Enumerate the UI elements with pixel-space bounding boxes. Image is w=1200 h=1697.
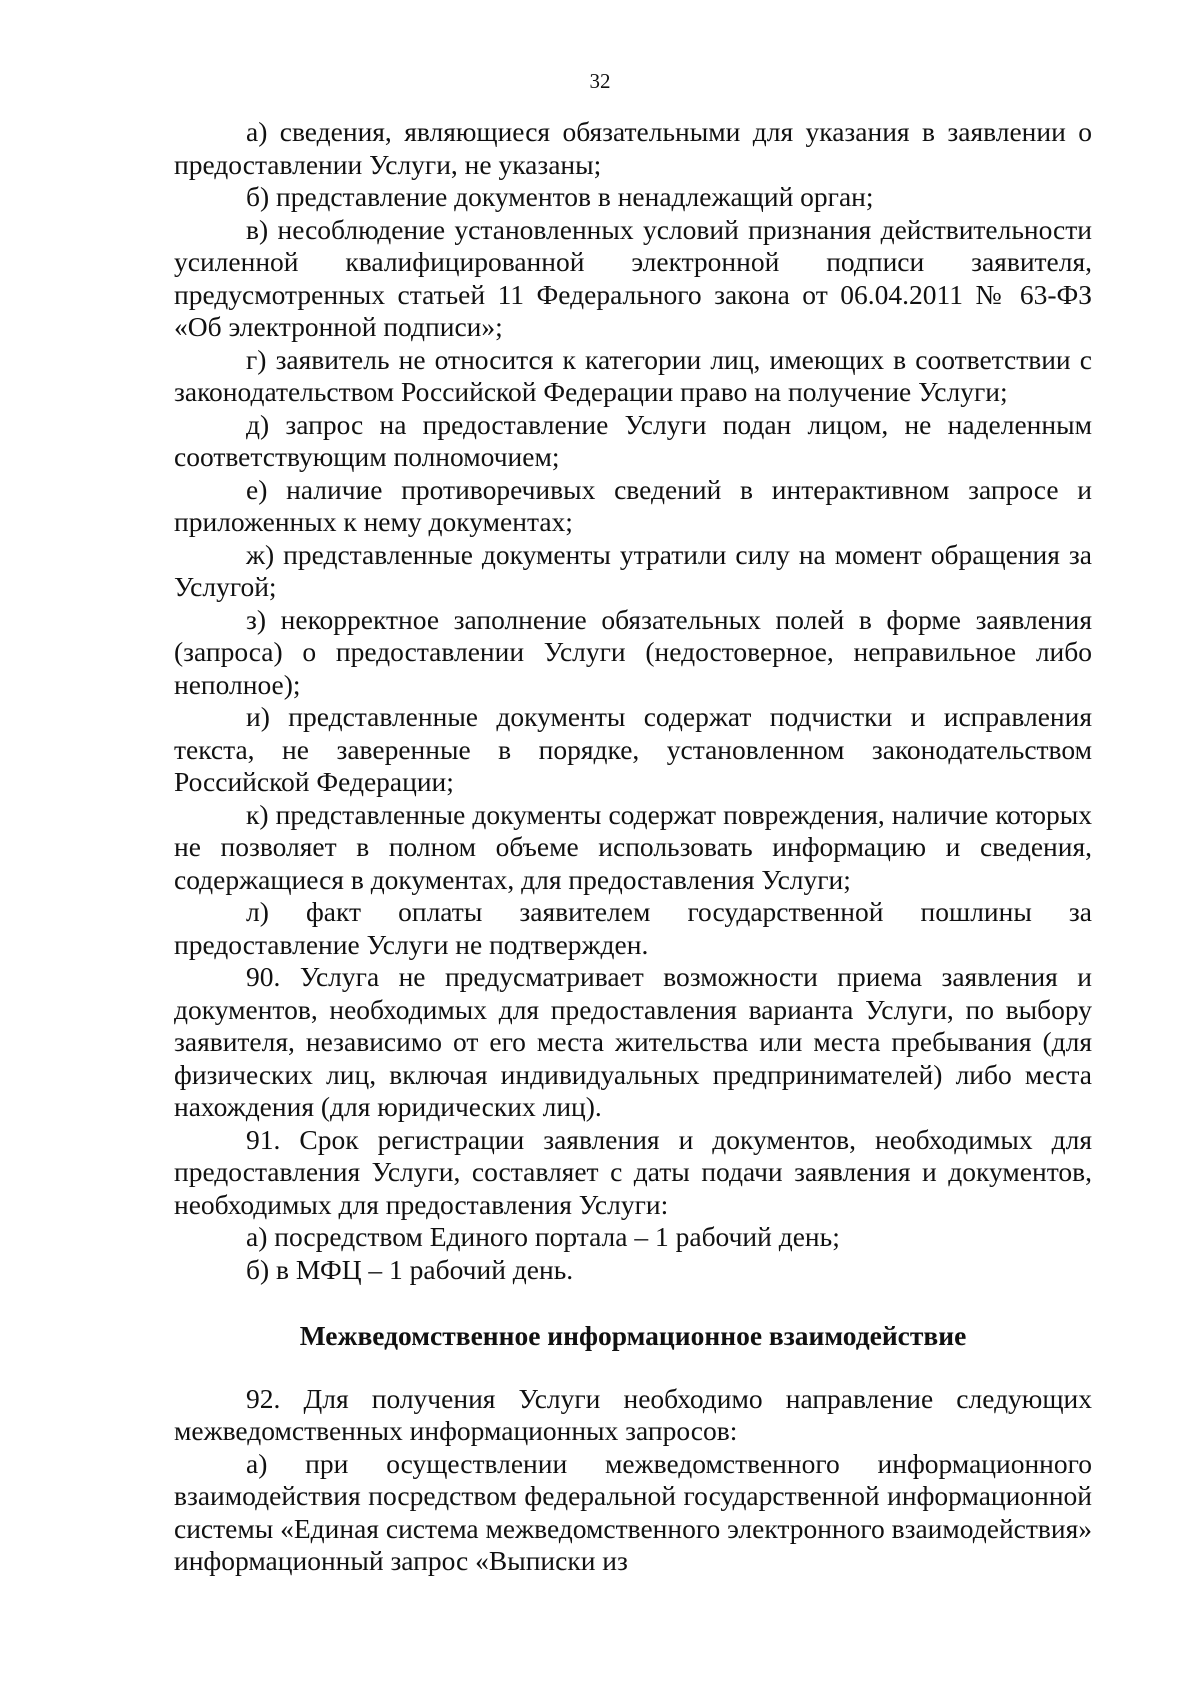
paragraph-v-signature: в) несоблюдение установленных условий признания действительности усиленной квалифицированной электронной подписи заявителя, предусмотренных статьей 11 Федерального закона от 06.04.2011 № 63-ФЗ «Об электронной подписи»; [174,213,1092,342]
paragraph-b-wrong-authority: б) представление документов в ненадлежащий орган; [246,181,874,212]
paragraph-z-incorrect-fields: з) некорректное заполнение обязательных полей в форме заявления (запроса) о предоставлении Услуги (недостоверное, неправильное либо неполное); [174,603,1092,700]
paragraph-g-applicant-category: г) заявитель не относится к категории лиц, имеющих в соответствии с законодательством Российской Федерации право на получение Услуги; [174,343,1092,407]
paragraph-l-fee-unconfirmed: л) факт оплаты заявителем государственной пошлины за предоставление Услуги не подтвержден. [174,896,1092,960]
paragraph-90: 90. Услуга не предусматривает возможности приема заявления и документов, необходимых для предоставления варианта Услуги, по выбору заявителя, независимо от его места жительства или места пребывания (для физических лиц, включая индивидуальных предпринимателей) либо места нахождения (для юридических лиц). [174,961,1092,1122]
paragraph-i-corrections: и) представленные документы содержат подчистки и исправления текста, не заверенные в порядке, установленном законодательством Российской Федерации; [174,701,1092,797]
document-body [174,116,1092,1578]
paragraph-91-b: б) в МФЦ – 1 рабочий день. [246,1253,574,1285]
paragraph-e-contradictions: е) наличие противоречивых сведений в интерактивном запросе и приложенных к нему документах; [174,473,1092,537]
paragraph-k-damage: к) представленные документы содержат повреждения, наличие которых не позволяет в полном объеме использовать информацию и сведения, содержащиеся в документах, для предоставления Услуги; [174,798,1092,895]
paragraph-91-a: а) посредством Единого портала – 1 рабочий день; [246,1221,840,1252]
paragraph-92: 92. Для получения Услуги необходимо направление следующих межведомственных информационных запросов: [174,1382,1092,1446]
paragraph-d-no-authority: д) запрос на предоставление Услуги подан лицом, не наделенным соответствующим полномочием; [174,408,1092,472]
paragraph-92-a: а) при осуществлении межведомственного информационного взаимодействия посредством федеральной государственной информационной системы «Единая система межведомственного электронного взаимодействия» информационный запрос «Выписки из [174,1447,1092,1576]
section-heading: Межведомственное информационное взаимодействие [299,1320,967,1351]
page-number: 32 [589,69,611,93]
paragraph-a-missing-info: а) сведения, являющиеся обязательными для указания в заявлении о предоставлении Услуги, не указаны; [174,116,1092,180]
paragraph-91: 91. Срок регистрации заявления и документов, необходимых для предоставления Услуги, составляет с даты подачи заявления и документов, необходимых для предоставления Услуги: [174,1123,1092,1220]
paragraph-zh-expired-documents: ж) представленные документы утратили силу на момент обращения за Услугой; [174,538,1092,602]
